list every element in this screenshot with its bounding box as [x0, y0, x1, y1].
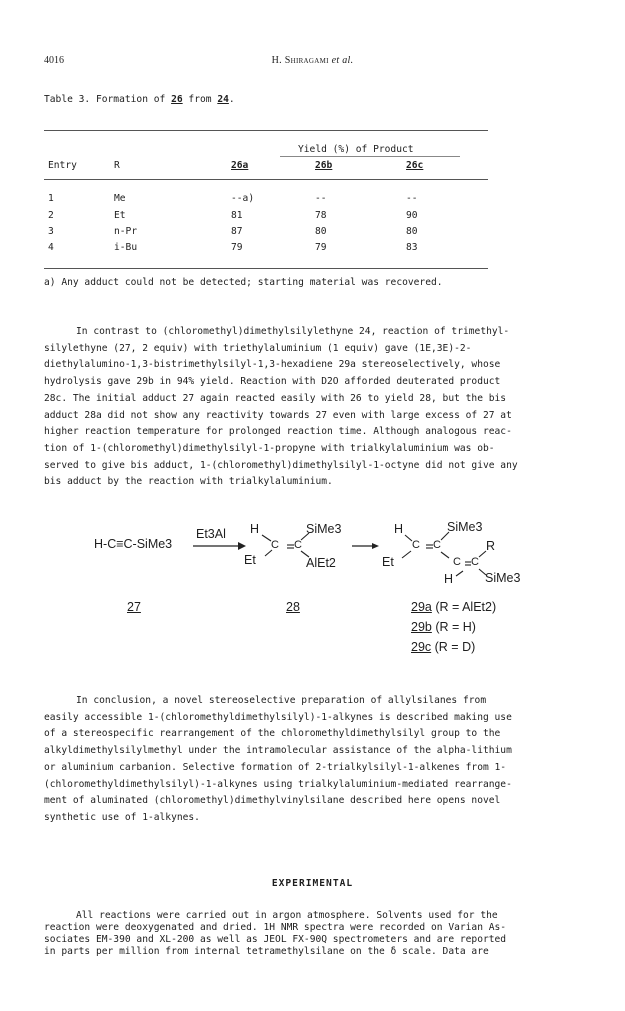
cell-26a: 87: [231, 226, 243, 237]
product-c3: C: [453, 556, 461, 568]
paragraph-line: diethylalumino-1,3-bistrimethylsilyl-1,3-hexadiene 29a stereoselectively, whose: [44, 359, 501, 371]
product-et: Et: [382, 555, 394, 569]
cell-entry: 3: [48, 226, 54, 237]
cell-26b: --: [315, 193, 327, 204]
paragraph-line: of a stereospecific rearrangement of the chloromethyldimethylsilyl group to the: [44, 728, 501, 740]
sub-29b: (R = H): [435, 620, 476, 634]
paragraph-line: tion of 1-(chloromethyl)dimethylsilyl-1-propyne with trialkylaluminium was ob-: [44, 442, 495, 454]
col-26c: 26c: [406, 160, 424, 171]
paragraph-line: (chloromethyldimethylsilyl)-1-alkynes using trialkylaluminium-mediated rearrange-: [44, 778, 512, 790]
reactant-27-formula: H-C≡C-SiMe3: [94, 537, 173, 551]
cell-r: Et: [114, 210, 126, 221]
intermediate-h: H: [250, 522, 260, 536]
col-26b: 26b: [315, 160, 333, 171]
intermediate-sime3: SiMe3: [306, 522, 342, 536]
sub-29a: (R = AlEt2): [435, 600, 497, 614]
cell-26a: 79: [231, 242, 243, 253]
paragraph-line: silylethyne (27, 2 equiv) with triethylaluminium (1 equiv) gave (1E,3E)-2-: [44, 342, 472, 354]
cell-entry: 2: [48, 210, 54, 221]
paragraph-line: higher reaction temperature for prolonged reaction time. Although analogous reac-: [44, 426, 512, 438]
paragraph-line: synthetic use of 1-alkynes.: [44, 811, 200, 823]
cell-26c: 83: [406, 242, 418, 253]
experimental-line: sociates EM-390 and XL-200 as well as JEOL FX-90Q spectrometers and are reported: [44, 934, 507, 945]
table-span-header: Yield (%) of Product: [298, 144, 414, 155]
product-sime3-top: SiMe3: [447, 520, 483, 534]
product-c4: C: [471, 556, 479, 568]
sub-29c: (R = D): [434, 640, 476, 654]
cell-entry: 4: [48, 242, 54, 253]
col-entry: Entry: [48, 160, 77, 171]
product-c2: C: [433, 539, 441, 551]
experimental-heading: EXPERIMENTAL: [271, 878, 354, 889]
product-r: R: [486, 539, 496, 553]
intermediate-c2: C: [294, 539, 302, 551]
experimental-line: All reactions were carried out in argon atmosphere. Solvents used for the: [76, 910, 498, 921]
paragraph-line: ment of aluminated (chloromethyl)dimethylvinylsilane described here opens novel: [44, 795, 501, 807]
header-etal: et al.: [331, 55, 354, 66]
col-26a: 26a: [231, 160, 249, 171]
paragraph-line: In conclusion, a novel stereoselective preparation of allylsilanes from: [76, 695, 487, 706]
product-29a: [411, 600, 496, 614]
compound-label-28: 28: [286, 600, 300, 614]
paragraph-line: easily accessible 1-(chloromethyldimethylsilyl)-1-alkynes is described making use: [44, 711, 512, 723]
table-footnote: a) Any adduct could not be detected; starting material was recovered.: [44, 277, 443, 288]
caption-end: .: [228, 94, 235, 105]
cell-r: Me: [114, 193, 126, 204]
product-h-top: H: [394, 522, 404, 536]
experimental-line: in parts per million from internal tetramethylsilane on the δ scale. Data are: [44, 946, 489, 957]
experimental-paragraph: [44, 910, 596, 958]
label-29b: 29b: [411, 620, 432, 634]
intermediate-c1: C: [271, 539, 279, 551]
page-number: 4016: [44, 55, 64, 66]
product-h-bottom: H: [444, 572, 454, 586]
col-r: R: [114, 160, 120, 171]
cell-r: i-Bu: [114, 242, 138, 253]
paragraph-line: In contrast to (chloromethyl)dimethylsilylethyne 24, reaction of trimethyl-: [76, 326, 510, 337]
caption-compound-26: 26: [171, 94, 183, 105]
caption-prefix: Table 3. Formation of: [44, 94, 166, 105]
experimental-line: reaction were deoxygenated and dried. 1H NMR spectra were recorded on Varian As-: [44, 922, 507, 933]
label-29c: 29c: [411, 640, 432, 654]
cell-26b: 79: [315, 242, 327, 253]
intermediate-alet2: AlEt2: [306, 556, 336, 570]
product-c1: C: [412, 539, 420, 551]
intermediate-et: Et: [244, 553, 256, 567]
cell-r: n-Pr: [114, 226, 138, 237]
cell-26b: 80: [315, 226, 327, 237]
cell-26a: 81: [231, 210, 243, 221]
paragraph-line: hydrolysis gave 29b in 94% yield. Reaction with D2O afforded deuterated product: [44, 376, 501, 388]
compound-label-27: 27: [127, 600, 141, 614]
header-author: H. Shiragami: [271, 55, 329, 66]
cell-26a: --a): [231, 193, 255, 204]
product-sime3-bottom: SiMe3: [485, 571, 521, 585]
product-29b: [411, 620, 476, 634]
body-paragraph-2: [44, 693, 592, 827]
paragraph-line: served to give bis adduct, 1-(chloromethyl)dimethylsilyl-1-octyne did not give any: [44, 459, 518, 471]
caption-compound-24: 24: [217, 94, 229, 105]
paragraph-line: or aluminium carbanion. Selective formation of 2-trialkylsilyl-1-alkenes from 1-: [44, 761, 507, 773]
caption-mid: from: [188, 94, 212, 105]
cell-26c: --: [406, 193, 418, 204]
paragraph-line: adduct 28a did not show any reactivity towards 27 even with large excess of 27 at: [44, 409, 512, 421]
cell-26c: 90: [406, 210, 418, 221]
paragraph-line: alkyldimethylsilylmethyl under the intramolecular assistance of the alpha-lithium: [44, 745, 512, 757]
cell-26b: 78: [315, 210, 327, 221]
paragraph-line: bis adduct by the reaction with trialkylaluminium.: [44, 476, 333, 488]
cell-26c: 80: [406, 226, 418, 237]
paragraph-line: 28c. The initial adduct 27 again reacted easily with 26 to yield 28, but the bis: [44, 392, 507, 404]
label-29a: 29a: [411, 600, 432, 614]
reagent-et3al: Et3Al: [196, 527, 226, 541]
product-29c: [411, 640, 475, 654]
cell-entry: 1: [48, 193, 54, 204]
